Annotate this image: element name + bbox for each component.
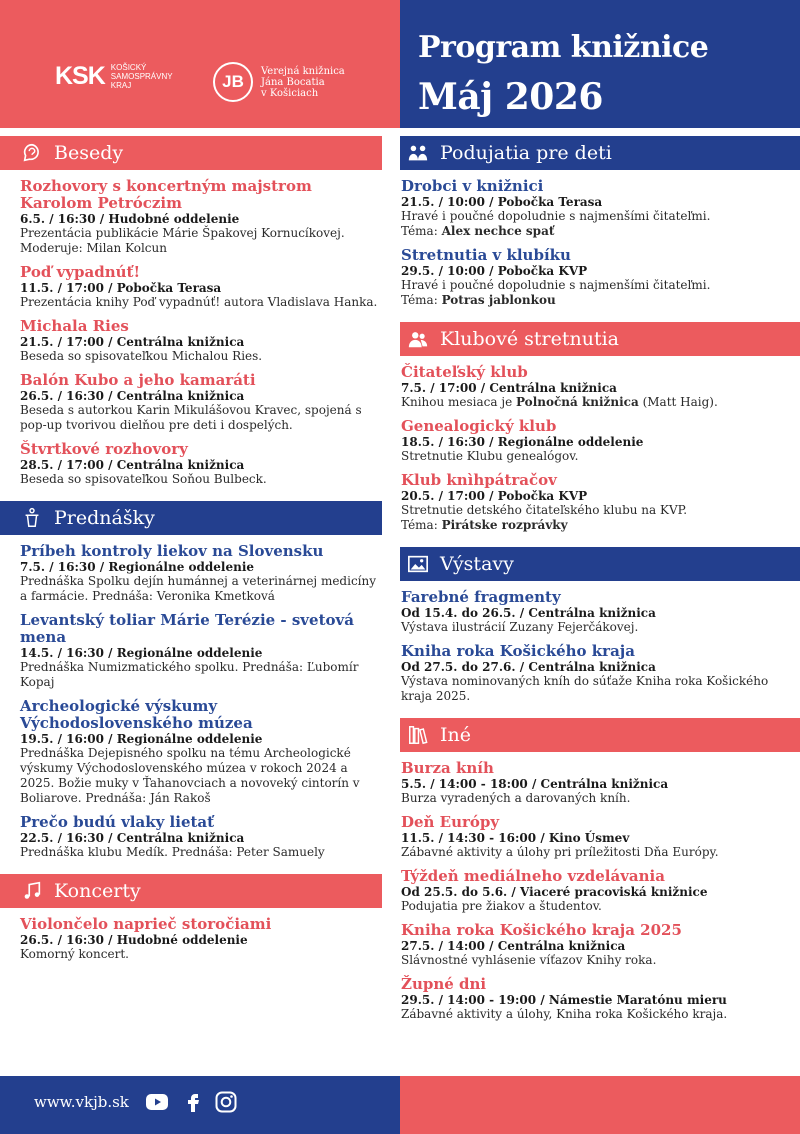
event-meta: 21.5. / 10:00 / Pobočka Terasa — [401, 195, 603, 209]
list-item — [401, 178, 794, 239]
event-meta: 5.5. / 14:00 - 18:00 / Centrálna knižnica — [401, 777, 669, 791]
list-item — [20, 612, 382, 690]
event-theme-value: Alex nechce spať — [441, 224, 555, 238]
section-koncerty-heading — [0, 874, 382, 908]
event-theme-label: Téma: — [401, 293, 442, 307]
event-meta: 14.5. / 16:30 / Regionálne oddelenie — [20, 646, 263, 660]
website-link[interactable]: www.vkjb.sk — [34, 1093, 129, 1111]
section-ine-title: Iné — [440, 724, 471, 746]
event-title: Deň Európy — [401, 813, 500, 831]
event-theme — [401, 518, 794, 533]
event-desc: Slávnostné vyhlásenie víťazov Knihy roka. — [401, 953, 657, 967]
list-item — [401, 760, 794, 806]
list-item — [20, 698, 382, 806]
event-desc: Prednáška Numizmatického spolku. Prednáša: Ľubomír Kopaj — [20, 660, 359, 689]
section-deti-list — [400, 170, 800, 322]
event-desc: Výstava nominovaných kníh do súťaže Kniha roka Košického kraja 2025. — [401, 674, 769, 703]
section-deti-heading — [400, 136, 800, 170]
footer-accent — [400, 1076, 800, 1134]
section-vystavy-heading — [400, 547, 800, 581]
event-meta: 11.5. / 17:00 / Pobočka Terasa — [20, 281, 222, 295]
library-logo-text: Verejná knižnica Jána Bocatia v Košiciach — [261, 65, 345, 99]
event-desc: Prednáška Spolku dejín humánnej a veterinárnej medicíny a farmácie. Prednáša: Veronika Kmetková — [20, 574, 377, 603]
library-logo-mark: JB — [213, 62, 253, 102]
event-title: Stretnutia v klubíku — [401, 246, 571, 264]
list-item — [20, 178, 382, 256]
list-item — [20, 264, 382, 310]
section-vystavy-title: Výstavy — [440, 553, 514, 575]
music-note-icon — [20, 879, 44, 903]
event-meta: 11.5. / 14:30 - 16:00 / Kino Úsmev — [401, 831, 630, 845]
list-item — [401, 472, 794, 533]
event-meta: 22.5. / 16:30 / Centrálna knižnica — [20, 831, 245, 845]
event-meta: 26.5. / 16:30 / Centrálna knižnica — [20, 389, 245, 403]
event-desc: Burza vyradených a darovaných kníh. — [401, 791, 631, 805]
event-title: Klub knìhpátračov — [401, 471, 557, 489]
section-klubove-title: Klubové stretnutia — [440, 328, 619, 350]
list-item — [401, 814, 794, 860]
event-meta: 27.5. / 14:00 / Centrálna knižnica — [401, 939, 626, 953]
section-prednasky-list — [0, 535, 400, 874]
ksk-logo-mark: KSK — [55, 62, 105, 90]
list-item — [401, 976, 794, 1022]
ksk-logo[interactable] — [55, 62, 173, 91]
children-icon — [406, 141, 430, 165]
list-item — [401, 922, 794, 968]
page-subtitle: Máj 2026 — [418, 76, 603, 118]
list-item — [401, 418, 794, 464]
list-item — [401, 643, 794, 704]
event-theme-value: Pirátske rozprávky — [441, 518, 568, 532]
list-item — [20, 814, 382, 860]
event-desc: Beseda so spisovateľkou Soňou Bulbeck. — [20, 472, 267, 486]
event-desc-pre: Knihou mesiaca je — [401, 395, 516, 409]
list-item — [20, 441, 382, 487]
event-meta: 6.5. / 16:30 / Hudobné oddelenie — [20, 212, 240, 226]
event-desc — [401, 395, 794, 410]
event-desc: Výstava ilustrácií Zuzany Fejerčákovej. — [401, 620, 639, 634]
event-desc-bold: Polnočná knižnica — [515, 395, 639, 409]
event-title: Farebné fragmenty — [401, 588, 561, 606]
event-meta: Od 27.5. do 27.6. / Centrálna knižnica — [401, 660, 656, 674]
event-title: Kniha roka Košického kraja 2025 — [401, 921, 682, 939]
section-besedy-list — [0, 170, 400, 501]
list-item — [401, 247, 794, 308]
list-item — [20, 543, 382, 604]
section-besedy-heading — [0, 136, 382, 170]
event-desc: Stretnutie detského čitateľského klubu na KVP. — [401, 503, 688, 517]
chat-bubble-icon — [20, 141, 44, 165]
event-meta: 18.5. / 16:30 / Regionálne oddelenie — [401, 435, 644, 449]
section-koncerty-title: Koncerty — [54, 880, 141, 902]
section-ine-list — [400, 752, 800, 1036]
event-title: Genealogický klub — [401, 417, 557, 435]
list-item — [20, 916, 382, 962]
event-desc: Beseda s autorkou Karin Mikulášovou Kravec, spojená s pop-up tvorivou dielňou pre deti i dospelých. — [20, 403, 362, 432]
section-prednasky-heading — [0, 501, 382, 535]
event-meta: 7.5. / 16:30 / Regionálne oddelenie — [20, 560, 255, 574]
section-klubove-heading — [400, 322, 800, 356]
event-title: Michala Ries — [20, 317, 129, 335]
event-desc-post: (Matt Haig). — [638, 395, 718, 409]
page-title: Program knižnice — [418, 30, 709, 65]
section-ine-heading — [400, 718, 800, 752]
event-desc: Hravé i poučné dopoludnie s najmenšími čitateľmi. — [401, 278, 711, 292]
event-meta: 26.5. / 16:30 / Hudobné oddelenie — [20, 933, 248, 947]
list-item — [401, 589, 794, 635]
event-title: Violončelo naprieč storočiami — [20, 915, 272, 933]
event-title: Burza kníh — [401, 759, 494, 777]
event-title: Balón Kubo a jeho kamaráti — [20, 371, 256, 389]
event-desc: Komorný koncert. — [20, 947, 129, 961]
list-item — [401, 364, 794, 410]
event-desc: Beseda so spisovateľkou Michalou Ries. — [20, 349, 263, 363]
event-desc: Hravé i poučné dopoludnie s najmenšími čitateľmi. — [401, 209, 711, 223]
event-desc: Podujatia pre žiakov a študentov. — [401, 899, 602, 913]
section-klubove-list — [400, 356, 800, 547]
instagram-icon[interactable] — [214, 1090, 238, 1114]
event-title: Župné dni — [401, 975, 487, 993]
ksk-logo-text: KOŠICKÝ SAMOSPRÁVNY KRAJ — [110, 63, 173, 90]
event-meta: 29.5. / 14:00 - 19:00 / Námestie Maratónu mieru — [401, 993, 727, 1007]
event-desc: Zábavné aktivity a úlohy pri príležitosti Dňa Európy. — [401, 845, 719, 859]
event-meta: Od 25.5. do 5.6. / Viaceré pracoviská knižnice — [401, 885, 708, 899]
youtube-icon[interactable] — [145, 1090, 169, 1114]
event-meta: 29.5. / 10:00 / Pobočka KVP — [401, 264, 588, 278]
event-meta: 28.5. / 17:00 / Centrálna knižnica — [20, 458, 245, 472]
books-icon — [406, 723, 430, 747]
event-title: Kniha roka Košického kraja — [401, 642, 635, 660]
event-meta: 7.5. / 17:00 / Centrálna knižnica — [401, 381, 617, 395]
event-meta: 20.5. / 17:00 / Pobočka KVP — [401, 489, 588, 503]
people-icon — [406, 327, 430, 351]
event-theme — [401, 293, 794, 308]
section-besedy-title: Besedy — [54, 142, 124, 164]
section-koncerty-list — [0, 908, 400, 976]
event-title: Levantský toliar Márie Terézie - svetová mena — [20, 611, 354, 646]
event-theme-label: Téma: — [401, 224, 442, 238]
list-item — [20, 318, 382, 364]
event-meta: 19.5. / 16:00 / Regionálne oddelenie — [20, 732, 263, 746]
event-desc: Prednáška klubu Medík. Prednáša: Peter Samuely — [20, 845, 325, 859]
lectern-icon — [20, 506, 44, 530]
event-title: Archeologické výskumy Východoslovenského múzea — [20, 697, 253, 732]
event-theme-label: Téma: — [401, 518, 442, 532]
section-prednasky-title: Prednášky — [54, 507, 155, 529]
event-title: Čitateľský klub — [401, 363, 528, 381]
event-title: Prečo budú vlaky lietať — [20, 813, 215, 831]
section-vystavy-list — [400, 581, 800, 718]
event-desc: Prednáška Dejepisného spolku na tému Archeologické výskumy Východoslovenského múzea v rokoch 2024 a 2025. Božie muky v Ťahanovciach a novoveký cintorín v Boliarove. Prednáša: Ján Rakoš — [20, 746, 360, 805]
right-column — [400, 136, 800, 1036]
event-title: Týždeň mediálneho vzdelávania — [401, 867, 665, 885]
event-desc: Prezentácia publikácie Márie Špakovej Kornucíkovej. Moderuje: Milan Kolcun — [20, 226, 345, 255]
event-desc: Stretnutie Klubu genealógov. — [401, 449, 579, 463]
picture-icon — [406, 552, 430, 576]
event-theme-value: Potras jablonkou — [441, 293, 556, 307]
library-logo[interactable] — [213, 62, 345, 102]
event-desc: Prezentácia knihy Poď vypadnúť! autora Vladislava Hanka. — [20, 295, 378, 309]
event-title: Štvrtkové rozhovory — [20, 440, 188, 458]
list-item — [20, 372, 382, 433]
event-meta: 21.5. / 17:00 / Centrálna knižnica — [20, 335, 245, 349]
event-theme — [401, 224, 794, 239]
event-desc: Zábavné aktivity a úlohy, Kniha roka Košického kraja. — [401, 1007, 728, 1021]
list-item — [401, 868, 794, 914]
left-column — [0, 136, 400, 976]
event-title: Poď vypadnúť! — [20, 263, 141, 281]
facebook-icon[interactable] — [181, 1090, 205, 1114]
event-title: Rozhovory s koncertným majstrom Karolom Petróczim — [20, 177, 312, 212]
section-deti-title: Podujatia pre deti — [440, 142, 612, 164]
event-title: Príbeh kontroly liekov na Slovensku — [20, 542, 324, 560]
event-title: Drobci v knižnici — [401, 177, 544, 195]
event-meta: Od 15.4. do 26.5. / Centrálna knižnica — [401, 606, 656, 620]
